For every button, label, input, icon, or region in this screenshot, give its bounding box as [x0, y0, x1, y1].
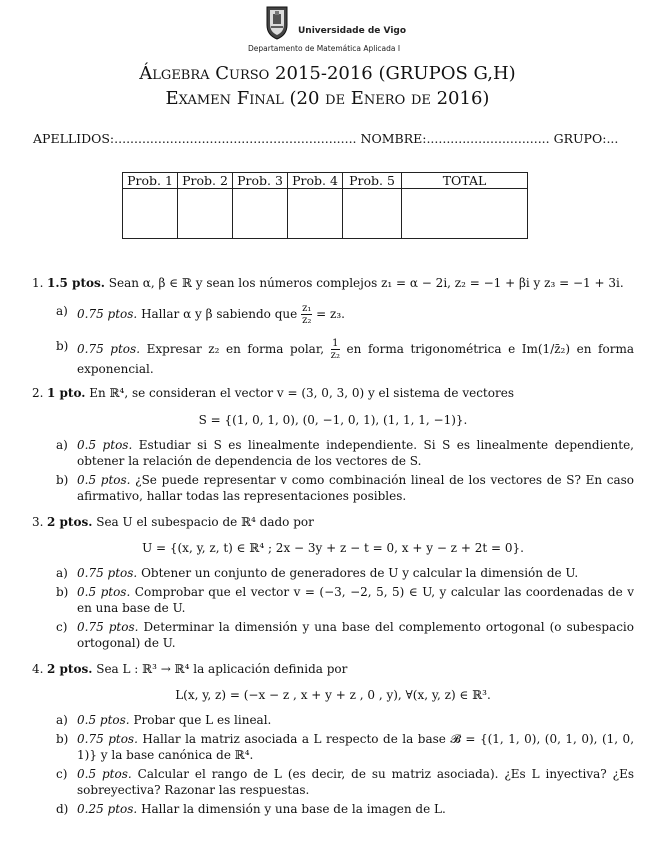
- group-field[interactable]: ...: [606, 131, 619, 146]
- grade-cell[interactable]: [178, 189, 233, 239]
- problem-points: 1 pto.: [47, 386, 86, 400]
- part-points: 0.75 ptos.: [77, 620, 139, 634]
- part-points: 0.5 ptos.: [77, 713, 130, 727]
- problem-1-part-b: [32, 338, 634, 377]
- grades-header-cell: Prob. 1: [123, 173, 178, 189]
- university-name: Universidade de Vigo: [298, 26, 407, 36]
- part-points: 0.75 ptos.: [77, 342, 141, 356]
- problem-number: 3.: [32, 515, 44, 529]
- part-label: a): [56, 566, 68, 580]
- problem-3-part-c: [32, 619, 634, 651]
- part-label: b): [56, 339, 69, 353]
- part-text: = z₃.: [316, 307, 345, 321]
- part-points: 0.75 ptos.: [77, 566, 138, 580]
- part-label: a): [56, 713, 68, 727]
- exam-title: Álgebra Curso 2015-2016 (GRUPOS G,H): [139, 63, 516, 84]
- part-text: ¿Se puede representar v como combinación lineal de los vectores de S? En caso afirmativo, hallar todas las representaciones posibles.: [77, 473, 634, 503]
- exam-subtitle: Examen Final (20 de Enero de 2016): [165, 88, 490, 109]
- part-text: Estudiar si S es linealmente independiente. Si S es linealmente dependiente, obtener la relación de dependencia de los vectores de S.: [77, 438, 634, 468]
- fraction-denominator: z₂: [330, 350, 340, 361]
- problem-3-display-formula: U = {(x, y, z, t) ∈ ℝ⁴ ; 2x − 3y + z − t = 0, x + y − z + 2t = 0}.: [142, 541, 524, 555]
- part-label: b): [56, 473, 69, 487]
- problem-2-part-b: [32, 472, 634, 504]
- name-field[interactable]: ...............................: [426, 131, 550, 146]
- grades-score-row: [123, 189, 528, 239]
- problem-1-part-a: [32, 303, 634, 326]
- part-points: 0.5 ptos.: [77, 585, 131, 599]
- part-text: Hallar la matriz asociada a L respecto de la base 𝓑 = {(1, 1, 0), (0, 1, 0), (1, 0, 1)} y la base canónica de ℝ⁴.: [77, 732, 635, 762]
- part-text: Comprobar que el vector v = (−3, −2, 5, 5) ∈ U, y calcular las coordenadas de v en una base de U.: [77, 585, 634, 615]
- part-label: a): [56, 438, 68, 452]
- problem-statement: En ℝ⁴, se consideran el vector v = (3, 0, 3, 0) y el sistema de vectores: [89, 386, 514, 400]
- problem-number: 2.: [32, 386, 44, 400]
- surname-field[interactable]: .............................................................: [114, 131, 357, 146]
- fraction-numerator: 1: [332, 338, 339, 349]
- problem-points: 2 ptos.: [47, 515, 93, 529]
- grades-header-cell: TOTAL: [402, 173, 528, 189]
- part-label: b): [56, 732, 69, 746]
- grade-cell[interactable]: [343, 189, 402, 239]
- problem-4-display-formula: L(x, y, z) = (−x − z , x + y + z , 0 , y), ∀(x, y, z) ∈ ℝ³.: [175, 688, 491, 702]
- fraction: [331, 338, 340, 361]
- problem-3: [32, 514, 634, 530]
- problem-4-part-c: [32, 766, 634, 798]
- grades-header-cell: Prob. 4: [288, 173, 343, 189]
- fraction: [301, 303, 312, 326]
- problem-4-part-d: [32, 801, 634, 817]
- fraction-numerator: z₁: [302, 303, 312, 314]
- part-points: 0.25 ptos.: [77, 802, 138, 816]
- problem-points: 1.5 ptos.: [47, 276, 105, 290]
- part-label: a): [56, 304, 68, 318]
- part-label: b): [56, 585, 69, 599]
- name-label: NOMBRE:: [360, 131, 427, 146]
- department-name: Departamento de Matemática Aplicada I: [248, 44, 401, 53]
- fraction-denominator: z₂: [302, 315, 312, 326]
- part-text: Determinar la dimensión y una base del complemento ortogonal (o subespacio ortogonal) de U.: [77, 620, 634, 650]
- grade-cell[interactable]: [123, 189, 178, 239]
- problem-4-part-a: [32, 712, 634, 728]
- group-label: GRUPO:: [553, 131, 607, 146]
- problem-2: [32, 385, 634, 401]
- problem-number: 4.: [32, 662, 44, 676]
- problem-4: [32, 661, 634, 677]
- part-label: d): [56, 802, 69, 816]
- part-points: 0.5 ptos.: [77, 473, 131, 487]
- problem-1: [32, 275, 634, 291]
- grade-cell[interactable]: [402, 189, 528, 239]
- part-text: Probar que L es lineal.: [133, 713, 272, 727]
- part-label: c): [56, 620, 68, 634]
- university-seal-icon: [264, 5, 290, 41]
- problem-3-part-b: [32, 584, 634, 616]
- problem-statement: Sean α, β ∈ ℝ y sean los números complejos z₁ = α − 2i, z₂ = −1 + βi y z₃ = −1 + 3i.: [108, 276, 624, 290]
- part-points: 0.75 ptos.: [77, 732, 138, 746]
- problem-number: 1.: [32, 276, 44, 290]
- surname-label: APELLIDOS:: [33, 131, 115, 146]
- problems-list: [32, 275, 634, 817]
- grades-table: [122, 172, 528, 239]
- part-text: Hallar la dimensión y una base de la imagen de L.: [141, 802, 446, 816]
- part-label: c): [56, 767, 68, 781]
- part-text: Hallar α y β sabiendo que: [141, 307, 298, 321]
- student-info-line: [33, 131, 618, 146]
- problem-statement: Sea L : ℝ³ → ℝ⁴ la aplicación definida por: [96, 662, 348, 676]
- grade-cell[interactable]: [288, 189, 343, 239]
- problem-statement: Sea U el subespacio de ℝ⁴ dado por: [96, 515, 314, 529]
- grades-header-cell: Prob. 3: [233, 173, 288, 189]
- part-points: 0.75 ptos.: [77, 307, 138, 321]
- part-text: Calcular el rango de L (es decir, de su matriz asociada). ¿Es L inyectiva? ¿Es sobreyectiva? Razonar las respuestas.: [77, 767, 634, 797]
- problem-2-part-a: [32, 437, 634, 469]
- part-points: 0.5 ptos.: [77, 438, 133, 452]
- part-points: 0.5 ptos.: [77, 767, 132, 781]
- part-text: Obtener un conjunto de generadores de U y calcular la dimensión de U.: [141, 566, 579, 580]
- grades-header-row: [123, 173, 528, 189]
- grades-header-cell: Prob. 5: [343, 173, 402, 189]
- problem-2-display-formula: S = {(1, 0, 1, 0), (0, −1, 0, 1), (1, 1, 1, −1)}.: [198, 413, 468, 427]
- problem-3-part-a: [32, 565, 634, 581]
- part-text: en forma trigonométrica e Im(1/z̄₂) en forma exponencial.: [77, 342, 634, 376]
- part-text: Expresar z₂ en forma polar,: [146, 342, 325, 356]
- grades-header-cell: Prob. 2: [178, 173, 233, 189]
- problem-4-part-b: [32, 731, 634, 763]
- grade-cell[interactable]: [233, 189, 288, 239]
- problem-points: 2 ptos.: [47, 662, 93, 676]
